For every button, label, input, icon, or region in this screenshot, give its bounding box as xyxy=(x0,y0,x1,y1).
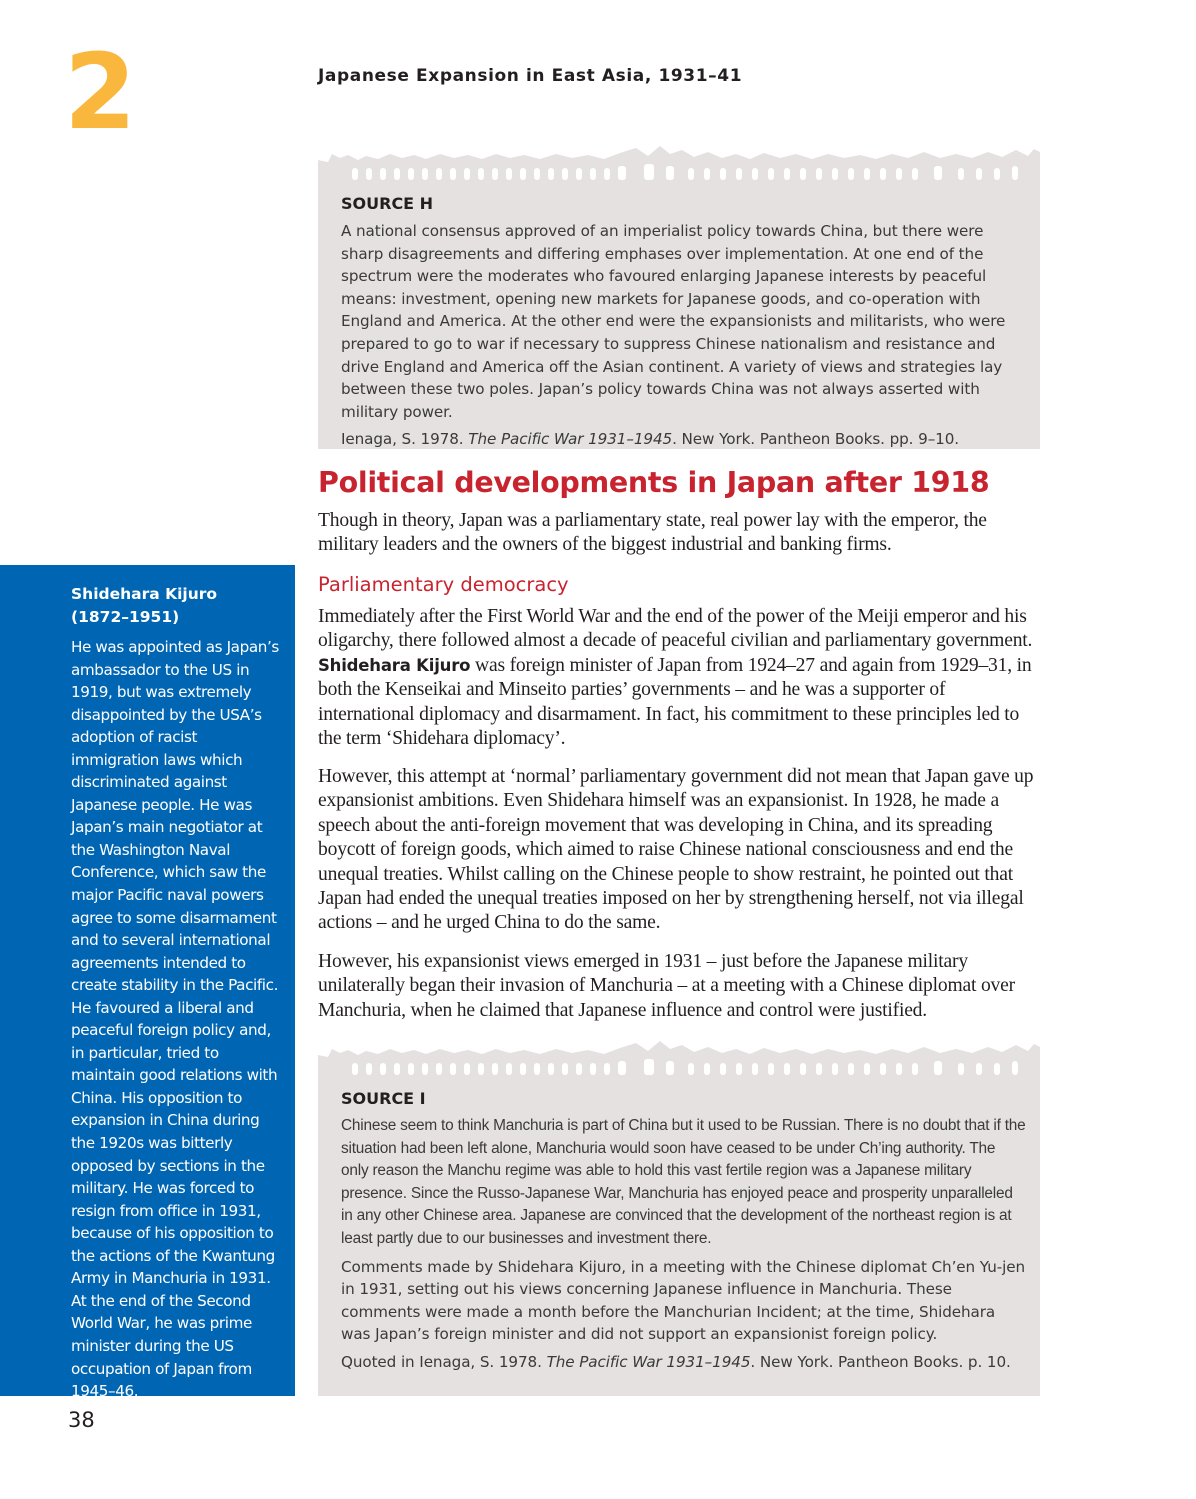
torn-edge-decoration xyxy=(318,1041,1040,1077)
section-intro: Though in theory, Japan was a parliamentary state, real power lay with the emperor, the military leaders and the owners of the biggest industrial and banking firms. xyxy=(318,510,987,556)
source-h-citation: Ienaga, S. 1978. The Pacific War 1931–1945. New York. Pantheon Books. pp. 9–10. xyxy=(341,430,960,449)
paragraph-3: However, his expansionist views emerged in 1931 – just before the Japanese military unilaterally began their invasion of Manchuria – at a meeting with a Chinese diplomat over Manchuria, when he claimed that Japanese influence and control were justified. xyxy=(318,951,1015,1021)
section-heading: Political developments in Japan after 1918 xyxy=(318,466,990,499)
source-h-label: SOURCE H xyxy=(341,194,434,213)
source-i-comment: Comments made by Shidehara Kijuro, in a meeting with the Chinese diplomat Ch’en Yu-jen in 1931, setting out his views concerning Japanese influence in Manchuria. These comments were made a month before the Manchurian Incident; at the time, Shidehara was Japan’s foreign minister and did not support an expansionist foreign policy. xyxy=(341,1257,1026,1344)
source-i-label: SOURCE I xyxy=(341,1089,426,1108)
keyword-shidehara: Shidehara Kijuro xyxy=(318,655,471,675)
source-h-text: A national consensus approved of an imperialist policy towards China, but there were sharp disagreements and differing emphases over implementation. At one end of the spectrum were the moderates who favoured enlarging Japanese interests by peaceful means: investment, opening new markets for Japanese goods, and co-operation with England and America. At the other end were the expansionists and militarists, who were prepared to go to war if necessary to suppress Chinese nationalism and resistance and drive England and America off the Asian continent. A variety of views and strategies lay between these two poles. Japan’s policy towards China was not always asserted with military power. xyxy=(341,222,1006,421)
source-h-book-title: The Pacific War 1931–1945 xyxy=(468,430,673,449)
page-number: 38 xyxy=(68,1408,95,1432)
chapter-title: Japanese Expansion in East Asia, 1931–41 xyxy=(318,66,743,86)
sidebar-title: Shidehara Kijuro (1872–1951) xyxy=(71,585,218,626)
source-i-text: Chinese seem to think Manchuria is part of China but it used to be Russian. There is no doubt that if the situation had been left alone, Manchuria would soon have ceased to be under Ch’ing authority. The only reason the Manchu regime was able to hold this vast fertile region was a Japanese military presence. Since the Russo-Japanese War, Manchuria has enjoyed peace and prosperity unparalleled in any other Chinese area. Japanese are convinced that the development of the northeast region is at least partly due to our businesses and investment there. xyxy=(341,1117,1026,1247)
subheading-parliamentary-democracy: Parliamentary democracy xyxy=(318,573,569,596)
paragraph-2: However, this attempt at ‘normal’ parliamentary government did not mean that Japan gave up expansionist ambitions. Even Shidehara himself was an expansionist. In 1928, he made a speech about the anti-foreign movement that was developing in China, and its spreading boycott of foreign goods, which aimed to raise Chinese national consciousness and end the unequal treaties. Whilst calling on the Chinese people to show restraint, he pointed out that Japan had ended the unequal treaties imposed on her by strengthening herself, not via illegal actions – and he urged China to do the same. xyxy=(318,766,1034,934)
source-h-box xyxy=(318,180,1040,449)
sidebar-text: He was appointed as Japan’s ambassador to the US in 1919, but was extremely disappointed by the USA’s adoption of racist immigration laws which discriminated against Japanese people. He was Japan’s main negotiator at the Washington Naval Conference, which saw the major Pacific naval powers agree to some disarmament and to several international agreements intended to create stability in the Pacific. He favoured a liberal and peaceful foreign policy and, in particular, tried to maintain good relations with China. His opposition to expansion in China during the 1920s was bitterly opposed by sections in the military. He was forced to resign from office in 1931, because of his opposition to the actions of the Kwantung Army in Manchuria in 1931. At the end of the Second World War, he was prime minister during the US occupation of Japan from 1945–46. xyxy=(71,638,279,1401)
source-i-box xyxy=(318,1075,1040,1396)
source-i-citation: Quoted in Ienaga, S. 1978. The Pacific War 1931–1945. New York. Pantheon Books. p. 10. xyxy=(341,1352,1011,1371)
torn-edge-decoration xyxy=(318,146,1040,182)
paragraph-1: Immediately after the First World War and the end of the power of the Meiji emperor and his oligarchy, there followed almost a decade of peaceful civilian and parliamentary government. Shidehara Kijuro was foreign minister of Japan from 1924–27 and again from 1929–31, in both the Kenseikai and Minseito parties’ governments – and he was a supporter of international diplomacy and disarmament. In fact, his commitment to these principles led to the term ‘Shidehara diplomacy’. xyxy=(318,606,1033,750)
chapter-number: 2 xyxy=(64,31,135,153)
source-i-book-title: The Pacific War 1931–1945 xyxy=(546,1352,751,1371)
